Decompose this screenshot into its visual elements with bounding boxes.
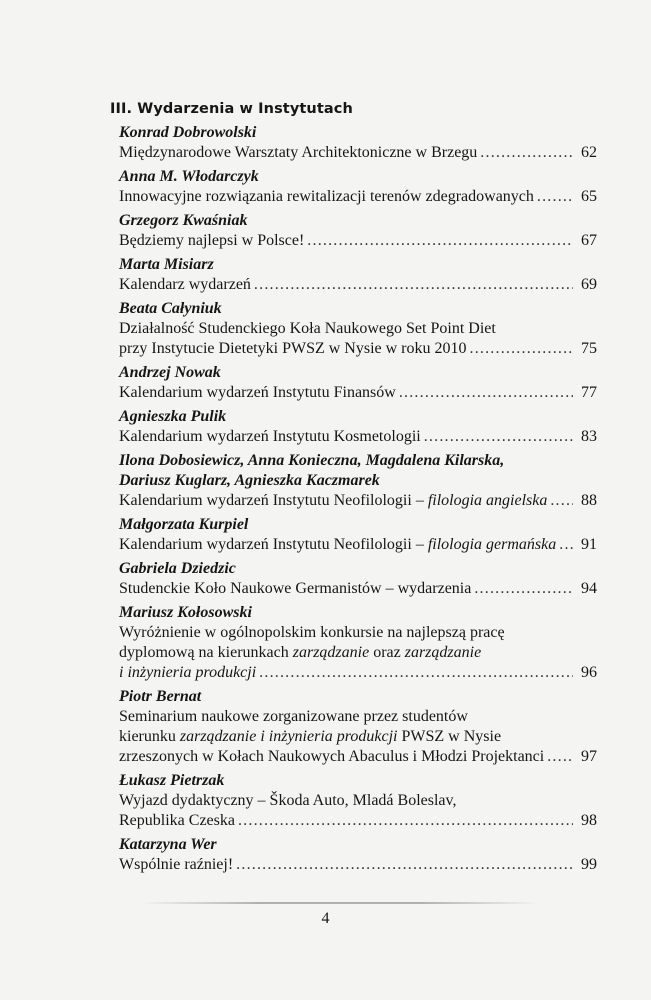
toc-entry-page-number: 67 [581,232,597,249]
italic-term: zarządzanie [292,644,370,661]
toc-entry-page-number: 99 [581,856,597,873]
toc-entry-title [119,624,505,641]
toc-entry-page-number: 94 [581,580,597,597]
title-segment: zrzeszonych w Kołach Naukowych Abaculus i Młodzi Projektanci [119,748,545,765]
toc-entry-page-number: 65 [581,188,597,205]
italic-term: i inżynieria produkcji [119,664,257,681]
title-segment: Kalendarz wydarzeń [119,276,251,293]
toc-entry-title [119,792,456,809]
toc-entry-author: Katarzyna Wer [119,836,217,853]
dot-leader [399,383,573,403]
toc-entry-title-line [119,811,597,831]
toc-entry-author: Anna M. Włodarczyk [119,168,259,185]
toc-entry-page-number: 88 [581,492,597,509]
dot-leader [480,143,573,163]
toc-entry-title [119,275,251,295]
toc-entry-title-line [119,643,597,663]
toc-entry-title-line [119,535,597,555]
title-segment: PWSZ w Nysie [397,728,502,745]
toc-entry [119,363,597,403]
toc-entry-title-line [119,427,597,447]
title-segment: Innowacyjne rozwiązania rewitalizacji terenów zdegradowanych [119,188,534,205]
toc-entry-title [119,708,468,725]
section-heading: III. Wydarzenia w Instytutach [110,101,353,117]
toc-entry [119,211,597,251]
page-number: 4 [321,910,330,927]
dot-leader [307,231,573,251]
dot-leader [559,535,573,555]
dot-leader [537,187,573,207]
dot-leader [238,811,573,831]
toc-entry-title-line [119,855,597,875]
toc-entry [119,687,597,767]
title-segment: oraz [369,644,405,661]
toc-entry [119,407,597,447]
italic-term: filologia angielska [427,492,548,509]
table-of-contents [119,123,597,879]
dot-leader [470,339,574,359]
toc-entry-title [119,747,544,767]
toc-entry-title [119,143,477,163]
toc-entry-title-line [119,319,597,339]
toc-entry-title-line [119,275,597,295]
toc-entry-author: Grzegorz Kwaśniak [119,212,248,229]
dot-leader [424,427,573,447]
title-segment: kierunku [119,728,180,745]
toc-entry-title-line [119,187,597,207]
title-segment: Wspólnie raźniej! [119,856,234,873]
toc-entry-title [119,320,496,337]
title-segment: dyplomową na kierunkach [119,644,293,661]
italic-term: zarządzanie i inżynieria produkcji [179,728,398,745]
toc-entry-title-line [119,747,597,767]
toc-entry [119,835,597,875]
title-segment: Kalendarium wydarzeń Instytutu Finansów [119,384,396,401]
toc-entry-page-number: 83 [581,428,597,445]
toc-entry [119,123,597,163]
toc-entry [119,451,597,511]
toc-entry-title [119,811,235,831]
toc-entry-author: Małgorzata Kurpiel [119,516,249,533]
footer-divider [140,902,540,904]
toc-entry-author: Piotr Bernat [119,688,202,705]
toc-entry-author: Agnieszka Pulik [119,408,227,425]
toc-entry-title [119,663,256,683]
toc-entry-author: Konrad Dobrowolski [119,124,257,141]
toc-entry-page-number: 69 [581,276,597,293]
toc-entry-author: Gabriela Dziedzic [119,560,236,577]
dot-leader [474,579,573,599]
toc-entry [119,167,597,207]
toc-entry-author: Dariusz Kuglarz, Agnieszka Kaczmarek [119,472,380,489]
toc-entry-title [119,855,233,875]
toc-entry-page-number: 98 [581,812,597,829]
toc-entry [119,299,597,359]
toc-entry-author: Łukasz Pietrzak [119,772,225,789]
toc-entry [119,255,597,295]
toc-entry-title-line [119,339,597,359]
toc-entry-page-number: 97 [581,748,597,765]
toc-entry-author: Beata Całyniuk [119,300,222,317]
toc-entry-title-line [119,707,597,727]
dot-leader [236,855,573,875]
toc-entry-title-line [119,623,597,643]
title-segment: Będziemy najlepsi w Polsce! [119,232,305,249]
toc-entry-author: Andrzej Nowak [119,364,221,381]
toc-entry-title-line [119,231,597,251]
toc-entry-title [119,579,471,599]
title-segment: Wyjazd dydaktyczny – Škoda Auto, Mladá Boleslav, [119,792,457,809]
toc-entry-title-line [119,491,597,511]
toc-entry-title-line [119,727,597,747]
title-segment: Kalendarium wydarzeń Instytutu Neofilologii – [119,536,428,553]
title-segment: Kalendarium wydarzeń Instytutu Kosmetologii [119,428,421,445]
toc-entry-title [119,427,421,447]
title-segment: Studenckie Koło Naukowe Germanistów – wydarzenia [119,580,472,597]
toc-entry-title [119,535,556,555]
title-segment: Działalność Studenckiego Koła Naukowego Set Point Diet [119,320,496,337]
toc-entry-title-line [119,383,597,403]
dot-leader [550,491,573,511]
toc-entry-page-number: 62 [581,144,597,161]
toc-entry-author: Ilona Dobosiewicz, Anna Konieczna, Magdalena Kilarska, [119,452,505,469]
toc-entry [119,515,597,555]
title-segment: przy Instytucie Dietetyki PWSZ w Nysie w roku 2010 [119,340,467,357]
toc-entry-title [119,339,467,359]
toc-entry-title [119,231,304,251]
toc-entry-title-line [119,143,597,163]
toc-entry-title [119,644,481,661]
title-segment: Republika Czeska [119,812,235,829]
toc-entry-author: Mariusz Kołosowski [119,604,252,621]
toc-entry-title [119,187,534,207]
title-segment: Międzynarodowe Warsztaty Architektoniczne w Brzegu [119,144,478,161]
toc-entry [119,559,597,599]
toc-entry-title-line [119,791,597,811]
toc-entry-title-line [119,663,597,683]
dot-leader [547,747,573,767]
title-segment: Wyróżnienie w ogólnopolskim konkursie na najlepszą pracę [119,624,505,641]
italic-term: zarządzanie [404,644,482,661]
toc-entry [119,603,597,683]
toc-entry-page-number: 96 [581,664,597,681]
title-segment: Seminarium naukowe zorganizowane przez studentów [119,708,468,725]
toc-entry-page-number: 75 [581,340,597,357]
toc-entry-author: Marta Misiarz [119,256,214,273]
toc-entry-title [119,491,547,511]
toc-entry-title [119,383,396,403]
toc-entry-page-number: 77 [581,384,597,401]
toc-entry-page-number: 91 [581,536,597,553]
dot-leader [254,275,573,295]
dot-leader [259,663,573,683]
title-segment: Kalendarium wydarzeń Instytutu Neofilologii – [119,492,428,509]
toc-entry-title [119,728,501,745]
italic-term: filologia germańska [427,536,557,553]
toc-entry [119,771,597,831]
toc-entry-title-line [119,579,597,599]
